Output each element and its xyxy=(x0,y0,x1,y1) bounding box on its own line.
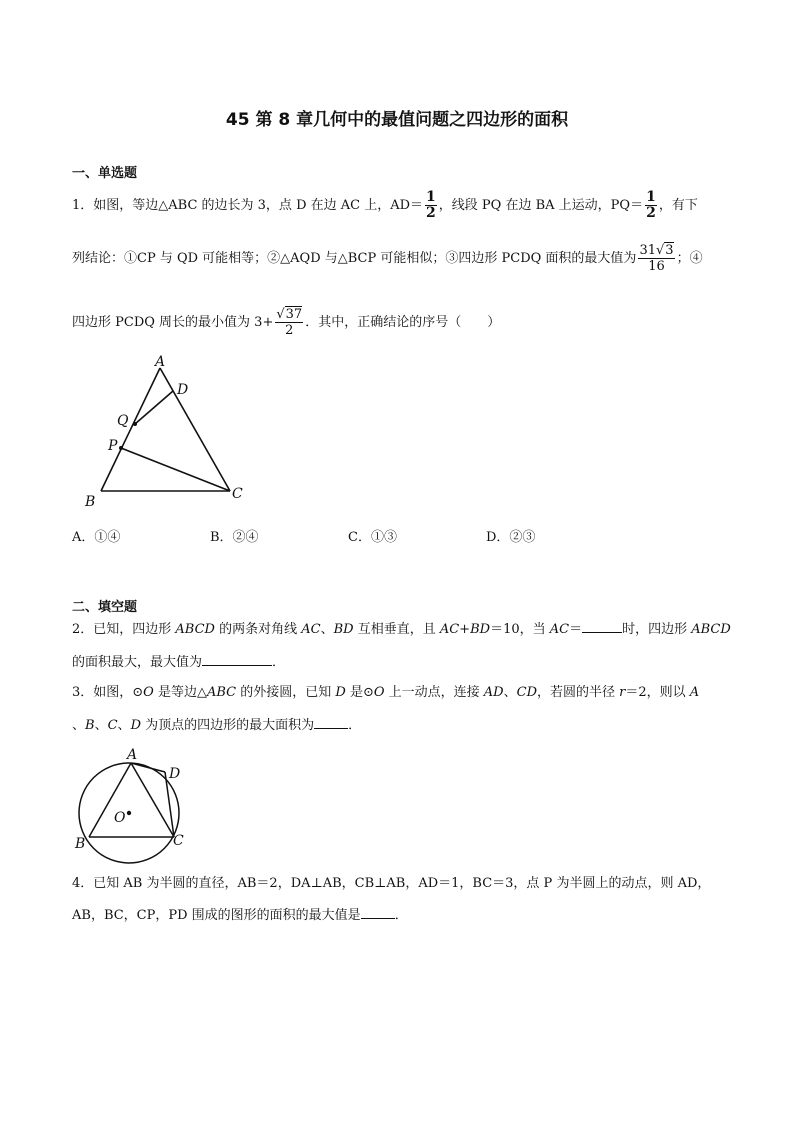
option-c[interactable]: C．①③ xyxy=(348,530,397,545)
q3-var: O xyxy=(143,685,154,700)
q1-area-fraction xyxy=(638,243,674,274)
q1-text: 四边形 PCDQ 周长的最小值为 3+ xyxy=(72,315,274,330)
q2-text: 、 xyxy=(320,622,334,637)
q3-text: 3．如图，⊙ xyxy=(72,685,144,700)
section-heading-single-choice: 一、单选题 xyxy=(72,166,138,181)
q2-answer-blank-2[interactable] xyxy=(202,653,272,666)
q1-perimeter-radicand: 37 xyxy=(285,307,303,322)
q3-line-2 xyxy=(72,716,361,736)
q3-text: ，若圆的半径 xyxy=(537,685,620,700)
q1-area-coef: 31 xyxy=(639,243,656,258)
q3-var: r xyxy=(619,685,626,700)
q3-var: D xyxy=(335,685,346,700)
q2-text: 的面积最大，最大值为 xyxy=(72,655,203,670)
label-a: A xyxy=(127,747,138,763)
q1-text: ，有下 xyxy=(658,198,698,213)
q1-area-num: 31√3 xyxy=(639,243,674,258)
q1-line-2 xyxy=(72,243,703,274)
q1-perimeter-num: √37 xyxy=(276,307,303,322)
q2-text: 2．已知，四边形 xyxy=(72,622,176,637)
label-d: D xyxy=(169,766,181,782)
q2-var: ABCD xyxy=(691,622,731,637)
q3-var: ABC xyxy=(206,685,237,700)
q3-var: CD xyxy=(516,685,537,700)
q1-area-den: 16 xyxy=(648,259,665,274)
q1-text: 1．如图，等边△ABC 的边长为 3，点 D 在边 AC 上，AD＝ xyxy=(72,198,424,213)
option-d[interactable]: D．②③ xyxy=(486,530,536,545)
q1-line-3 xyxy=(72,307,500,338)
label-o: O xyxy=(114,810,126,826)
q3-var: AD xyxy=(483,685,504,700)
label-d: D xyxy=(177,382,189,398)
q2-line-1 xyxy=(72,620,731,640)
q4-line-1: 4．已知 AB 为半圆的直径，AB＝2，DA⊥AB，CB⊥AB，AD＝1，BC＝3，点 P 为半圆上的动点，则 AD， xyxy=(72,876,711,891)
q3-var: B xyxy=(85,718,95,733)
q1-triangle-figure xyxy=(80,355,250,515)
q3-text: 、 xyxy=(503,685,517,700)
q1-text: 列结论：①CP 与 QD 可能相等；②△AQD 与△BCP 可能相似；③四边形 PCDQ 面积的最大值为 xyxy=(72,251,637,266)
q4-text: ． xyxy=(394,908,408,923)
label-a: A xyxy=(155,354,166,370)
q2-line-2 xyxy=(72,653,285,673)
q1-perimeter-fraction xyxy=(275,307,303,338)
q1-pq-num: 1 xyxy=(646,189,656,205)
q3-text: 是⊙ xyxy=(345,685,374,700)
q2-text: ． xyxy=(272,655,286,670)
side-ca xyxy=(160,368,230,491)
q2-text: ＝ xyxy=(569,622,583,637)
q3-var: D xyxy=(130,718,141,733)
q1-pq-fraction xyxy=(645,190,657,221)
q3-var: C xyxy=(107,718,118,733)
q3-text: 、 xyxy=(117,718,131,733)
label-b: B xyxy=(85,494,96,510)
q2-text: ＝10，当 xyxy=(490,622,550,637)
q3-text: ＝2，则以 xyxy=(625,685,690,700)
q4-line-2 xyxy=(72,906,408,926)
q3-text: 为顶点的四边形的最大面积为 xyxy=(141,718,315,733)
q3-text: 、 xyxy=(94,718,108,733)
option-a[interactable]: A．①④ xyxy=(72,530,121,545)
q2-var: AC xyxy=(301,622,321,637)
q1-text: ．其中，正确结论的序号（ ） xyxy=(305,315,501,330)
q1-area-radicand: 3 xyxy=(665,243,674,258)
label-c: C xyxy=(232,486,243,502)
label-c: C xyxy=(173,833,184,849)
q3-text: 、 xyxy=(72,718,86,733)
q1-perimeter-den: 2 xyxy=(285,323,294,338)
q3-text: 的外接圆，已知 xyxy=(236,685,336,700)
q3-var: A xyxy=(689,685,700,700)
q1-text: ；④ xyxy=(676,251,703,266)
q4-answer-blank[interactable] xyxy=(361,906,395,919)
q3-answer-blank[interactable] xyxy=(314,716,348,729)
q1-pq-den: 2 xyxy=(646,205,656,221)
label-b: B xyxy=(75,836,86,852)
point-q xyxy=(133,422,137,426)
q4-text: AB，BC，CP，PD 围成的图形的面积的最大值是 xyxy=(72,908,361,923)
q1-ad-num: 1 xyxy=(426,189,436,205)
q3-var: O xyxy=(373,685,385,700)
option-b[interactable]: B．②④ xyxy=(210,530,259,545)
q1-ad-den: 2 xyxy=(426,205,436,221)
q2-text: 时，四边形 xyxy=(622,622,692,637)
q3-line-1 xyxy=(72,683,699,703)
label-p: P xyxy=(108,438,118,454)
q2-var: AC xyxy=(549,622,570,637)
q3-circle-figure xyxy=(70,742,200,862)
q2-text: 的两条对角线 xyxy=(214,622,302,637)
segment-pc xyxy=(121,448,230,491)
point-p xyxy=(119,446,123,450)
q3-text: 是等边△ xyxy=(153,685,207,700)
q2-var: BD xyxy=(333,622,354,637)
q2-text: 互相垂直，且 xyxy=(353,622,440,637)
section-heading-fill-in: 二、填空题 xyxy=(72,600,138,615)
q3-text: 上一动点，连接 xyxy=(384,685,484,700)
side-ca xyxy=(131,763,174,837)
q3-text: ． xyxy=(348,718,362,733)
center-point xyxy=(127,811,131,815)
q2-answer-blank-1[interactable] xyxy=(582,620,622,633)
q1-line-1 xyxy=(72,190,698,221)
q1-ad-fraction xyxy=(425,190,437,221)
label-q: Q xyxy=(117,413,129,429)
q2-var: ABCD xyxy=(175,622,215,637)
page-title: 45 第 8 章几何中的最值问题之四边形的面积 xyxy=(225,110,569,130)
q2-var: AC+BD xyxy=(439,622,491,637)
side-ab xyxy=(101,368,160,491)
q1-text: ，线段 PQ 在边 BA 上运动，PQ＝ xyxy=(438,198,644,213)
